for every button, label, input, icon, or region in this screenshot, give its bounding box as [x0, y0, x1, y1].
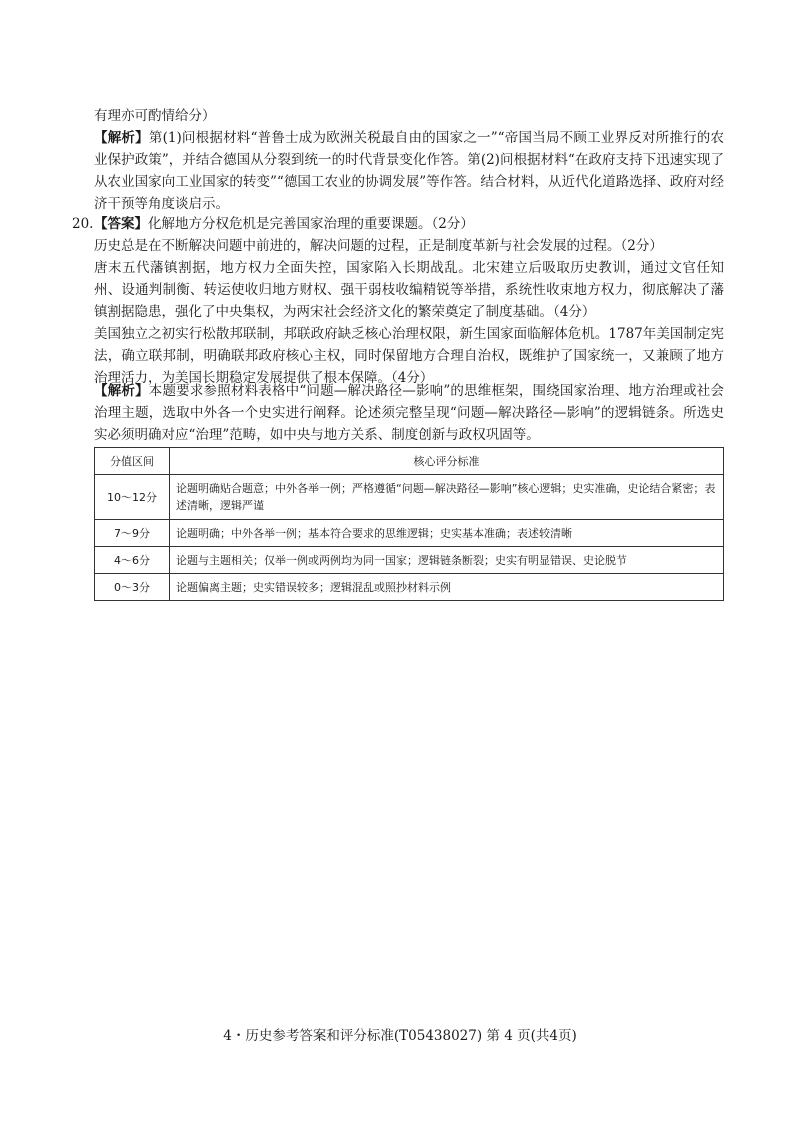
table-row — [95, 520, 724, 547]
answer-20 — [94, 213, 724, 235]
table-header-row — [95, 448, 724, 475]
table-row — [95, 475, 724, 520]
answer-paragraph-3: 美国独立之初实行松散邦联制，邦联政府缺乏核心治理权限，新生国家面临解体危机。1787年美国制定宪法，确立联邦制，明确联邦政府核心主权，同时保留地方合理自治权，既维护了国家统一，又兼顾了地方治理活力，为美国长期稳定发展提供了根本保障。（4分） — [94, 326, 724, 386]
question-number: 20. — [72, 216, 94, 232]
score-range: 7～9分 — [95, 520, 170, 547]
table-row — [95, 574, 724, 601]
answer-tag: 【答案】 — [94, 216, 148, 232]
answer-20-text: 化解地方分权危机是完善国家治理的重要课题。（2分） — [148, 216, 474, 232]
analysis-tag: 【解析】 — [94, 383, 149, 399]
score-range: 4～6分 — [95, 547, 170, 574]
analysis-20 — [94, 380, 724, 446]
score-criteria: 论题明确；中外各举一例；基本符合要求的思维逻辑；史实基本准确；表述较清晰 — [170, 520, 724, 547]
header-criteria: 核心评分标准 — [170, 448, 724, 475]
score-criteria: 论题与主题相关；仅举一例或两例均为同一国家；逻辑链条断裂；史实有明显错误、史论脱节 — [170, 547, 724, 574]
score-criteria: 论题明确贴合题意；中外各举一例；严格遵循“问题—解决路径—影响”核心逻辑；史实准确，史论结合紧密；表述清晰，逻辑严谨 — [170, 475, 724, 520]
answer-paragraph-1: 历史总是在不断解决问题中前进的，解决问题的过程，正是制度革新与社会发展的过程。（2分） — [94, 238, 663, 254]
page-footer: 4・历史参考答案和评分标准(T05438027) 第 4 页(共4页) — [223, 1028, 577, 1044]
score-range: 0～3分 — [95, 574, 170, 601]
answer-paragraph-2: 唐末五代藩镇割据，地方权力全面失控，国家陷入长期战乱。北宋建立后吸取历史教训，通过文官任知州、设通判制衡、转运使收归地方财权、强干弱枝收编精锐等举措，系统性收束地方权力，彻底解决了藩镇割据隐患，强化了中央集权，为两宋社会经济文化的繁荣奠定了制度基础。（4分） — [94, 260, 724, 320]
analysis-19 — [94, 127, 724, 215]
score-criteria: 论题偏离主题；史实错误较多；逻辑混乱或照抄材料示例 — [170, 574, 724, 601]
analysis-tag: 【解析】 — [94, 130, 149, 146]
table-row — [95, 547, 724, 574]
analysis-19-text: 第(1)问根据材料“普鲁士成为欧洲关税最自由的国家之一”“帝国当局不顾工业界反对所推行的农业保护政策”，并结合德国从分裂到统一的时代背景变化作答。第(2)问根据材料“在政府支持下迅速实现了从农业国家向工业国家的转变”“德国工农业的协调发展”等作答。结合材料，从近代化道路选择、政府对经济干预等角度谈启示。 — [94, 130, 725, 212]
score-range: 10～12分 — [95, 475, 170, 520]
continuation-text: 有理亦可酌情给分） — [94, 108, 216, 124]
rubric-table — [94, 447, 724, 601]
header-range: 分值区间 — [95, 448, 170, 475]
analysis-20-text: 本题要求参照材料表格中“问题—解决路径—影响”的思维框架，围绕国家治理、地方治理或社会治理主题，选取中外各一个史实进行阐释。论述须完整呈现“问题—解决路径—影响”的逻辑链条。所选史实必须明确对应“治理”范畴，如中央与地方关系、制度创新与政权巩固等。 — [94, 383, 724, 443]
